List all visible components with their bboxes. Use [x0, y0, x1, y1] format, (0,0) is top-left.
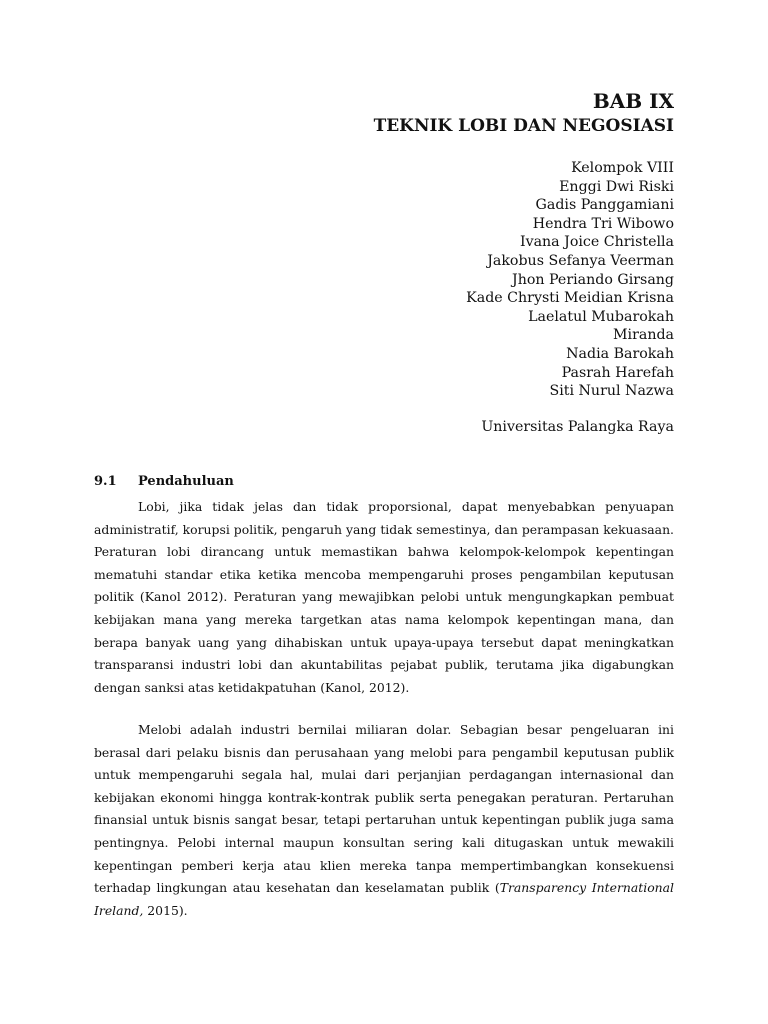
chapter-label: BAB IX [592, 89, 674, 113]
author-name: Jhon Periando Girsang [512, 271, 674, 288]
author-name: Siti Nurul Nazwa [549, 383, 674, 400]
citation-source: Transparency International Ireland, [94, 880, 674, 918]
section-number: 9.1 [94, 474, 117, 489]
chapter-heading [374, 88, 674, 138]
citation-year: 2015). [143, 902, 188, 918]
author-name: Jakobus Sefanya Veerman [487, 252, 674, 269]
author-name: Hendra Tri Wibowo [532, 215, 674, 232]
author-name: Pasrah Harefah [561, 364, 674, 381]
section-title: Pendahuluan [138, 474, 234, 489]
university-name: Universitas Palangka Raya [481, 419, 674, 435]
author-name: Gadis Panggamiani [535, 197, 674, 214]
chapter-title: TEKNIK LOBI DAN NEGOSIASI [373, 116, 674, 136]
author-name: Miranda [613, 327, 674, 344]
section-heading [94, 473, 234, 491]
body-paragraph-2 [94, 719, 674, 922]
author-list [466, 159, 674, 401]
paragraph-text: Melobi adalah industri bernilai miliaran dolar. Sebagian besar pengeluaran ini berasal dari pelaku bisnis dan perusahaan yang melobi para pengambil keputusan publik untuk mempengaruhi segala hal, mulai dari perjanjian perdagangan internasional dan kebijakan ekonomi hingga kontrak-kontrak publik serta penegakan peraturan. Pertaruhan finansial untuk bisnis sangat besar, tetapi pertaruhan untuk kepentingan publik juga sama pentingnya. Pelobi internal maupun konsultan sering kali ditugaskan untuk mewakili kepentingan pemberi kerja atau klien mereka tanpa mempertimbangkan konsekuensi terhadap lingkungan atau kesehatan dan keselamatan publik ( [94, 722, 674, 896]
author-name: Enggi Dwi Riski [559, 178, 674, 195]
body-paragraph-1: Lobi, jika tidak jelas dan tidak proporsional, dapat menyebabkan penyuapan administratif, korupsi politik, pengaruh yang tidak semestinya, dan perampasan kekuasaan. Peraturan lobi dirancang untuk memastikan bahwa kelompok-kelompok kepentingan mematuhi standar etika ketika mencoba mempengaruhi proses pengambilan keputusan politik (Kanol 2012). Peraturan yang mewajibkan pelobi untuk mengungkapkan pembuat kebijakan mana yang mereka targetkan atas nama kelompok kepentingan mana, dan berapa banyak uang yang dihabiskan untuk upaya-upaya tersebut dapat meningkatkan transparansi industri lobi dan akuntabilitas pejabat publik, terutama jika digabungkan dengan sanksi atas ketidakpatuhan (Kanol, 2012). [94, 499, 674, 695]
author-name: Kade Chrysti Meidian Krisna [466, 290, 674, 307]
author-name: Laelatul Mubarokah [528, 308, 674, 325]
group-name: Kelompok VIII [571, 160, 674, 176]
author-name: Nadia Barokah [566, 345, 674, 362]
author-name: Ivana Joice Christella [519, 234, 674, 251]
